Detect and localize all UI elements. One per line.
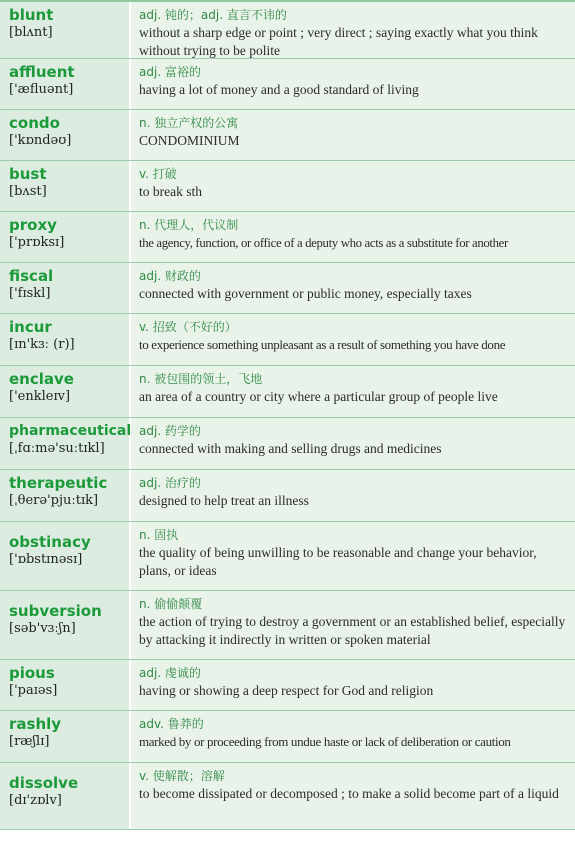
entry-row — [0, 59, 575, 110]
meaning-cell — [131, 711, 575, 762]
word-cell — [0, 212, 131, 262]
meaning-cell — [131, 763, 575, 829]
word: condo — [9, 114, 60, 132]
phonetic: ['paɪəs] — [9, 683, 58, 698]
entry-row — [0, 470, 575, 522]
meaning-cell — [131, 418, 575, 469]
word-cell — [0, 470, 131, 521]
definition: having or showing a deep respect for God and religion — [139, 683, 434, 698]
entry-row — [0, 418, 575, 470]
part-of-speech-chinese: v. 招致（不好的） — [139, 320, 237, 334]
entry-row — [0, 711, 575, 763]
phonetic: [dɪ'zɒlv] — [9, 793, 62, 808]
definition: having a lot of money and a good standard of living — [139, 82, 419, 97]
part-of-speech-chinese: adj. 药学的 — [139, 424, 201, 438]
word-cell — [0, 161, 131, 211]
word-cell — [0, 711, 131, 762]
entry-row — [0, 161, 575, 212]
entry-row — [0, 522, 575, 591]
part-of-speech-chinese: n. 代理人，代议制 — [139, 218, 239, 232]
phonetic: ['fɪskl] — [9, 286, 51, 301]
word: pharmaceutical — [9, 423, 132, 439]
part-of-speech-chinese: n. 被包围的领土，飞地 — [139, 372, 263, 386]
word-cell — [0, 263, 131, 313]
word: subversion — [9, 602, 102, 620]
entry-row — [0, 110, 575, 161]
definition: the action of trying to destroy a government or an established belief, especially by attacking it indirectly in written or spoken material — [139, 614, 566, 647]
entry-row — [0, 314, 575, 366]
definition: connected with government or public money, especially taxes — [139, 286, 472, 301]
word: affluent — [9, 63, 75, 81]
word-cell — [0, 110, 131, 160]
word: proxy — [9, 216, 57, 234]
definition: marked by or proceeding from undue haste or lack of deliberation or caution — [139, 734, 511, 749]
word-cell — [0, 591, 131, 659]
definition: without a sharp edge or point ; very direct ; saying exactly what you think without trying to be polite — [139, 25, 538, 58]
part-of-speech-chinese: adj. 虔诚的 — [139, 666, 201, 680]
phonetic: ['kɒndəʊ] — [9, 133, 72, 148]
phonetic: [ræʃlɪ] — [9, 734, 50, 749]
word-cell — [0, 763, 131, 829]
word-cell — [0, 314, 131, 365]
part-of-speech-chinese: adj. 治疗的 — [139, 476, 201, 490]
phonetic: [ˌθerə'pjuːtɪk] — [9, 493, 99, 508]
word: dissolve — [9, 774, 79, 792]
word: pious — [9, 664, 55, 682]
word-cell — [0, 366, 131, 417]
part-of-speech-chinese: n. 偷偷颠覆 — [139, 597, 203, 611]
part-of-speech-chinese: adj. 富裕的 — [139, 65, 201, 79]
entry-row — [0, 591, 575, 660]
word: blunt — [9, 6, 54, 24]
definition: CONDOMINIUM — [139, 133, 240, 148]
word: incur — [9, 318, 52, 336]
part-of-speech-chinese: v. 使解散；溶解 — [139, 769, 225, 783]
part-of-speech-chinese: adj. 钝的；adj. 直言不讳的 — [139, 8, 287, 22]
meaning-cell — [131, 314, 575, 365]
word-cell — [0, 522, 131, 590]
word-cell — [0, 2, 131, 58]
part-of-speech-chinese: n. 独立产权的公寓 — [139, 116, 239, 130]
entry-row — [0, 2, 575, 59]
phonetic: [səb'vɜːʃn] — [9, 621, 76, 636]
meaning-cell — [131, 110, 575, 160]
meaning-cell — [131, 522, 575, 590]
meaning-cell — [131, 470, 575, 521]
meaning-cell — [131, 161, 575, 211]
word-cell — [0, 59, 131, 109]
meaning-cell — [131, 366, 575, 417]
definition: to become dissipated or decomposed ; to make a solid become part of a liquid — [139, 786, 559, 801]
word: enclave — [9, 370, 74, 388]
entry-row — [0, 212, 575, 263]
part-of-speech-chinese: adv. 鲁莽的 — [139, 717, 204, 731]
meaning-cell — [131, 660, 575, 710]
part-of-speech-chinese: v. 打破 — [139, 167, 177, 181]
entry-row — [0, 763, 575, 830]
phonetic: ['ɒbstɪnəsɪ] — [9, 552, 83, 567]
definition: the quality of being unwilling to be reasonable and change your behavior, plans, or ideas — [139, 545, 537, 578]
phonetic: [blʌnt] — [9, 25, 53, 40]
entry-row — [0, 366, 575, 418]
phonetic: ['prɒksɪ] — [9, 235, 65, 250]
meaning-cell — [131, 263, 575, 313]
phonetic: [ˌfɑːmə'suːtɪkl] — [9, 441, 105, 456]
phonetic: [ɪn'kɜː (r)] — [9, 337, 75, 352]
word: obstinacy — [9, 533, 91, 551]
definition: the agency, function, or office of a deputy who acts as a substitute for another — [139, 236, 508, 250]
definition: connected with making and selling drugs and medicines — [139, 441, 442, 456]
word: fiscal — [9, 267, 54, 285]
word-cell — [0, 418, 131, 469]
word: therapeutic — [9, 474, 108, 492]
meaning-cell — [131, 212, 575, 262]
meaning-cell — [131, 2, 575, 58]
phonetic: [bʌst] — [9, 184, 47, 199]
meaning-cell — [131, 59, 575, 109]
phonetic: ['æfluənt] — [9, 82, 74, 97]
definition: to experience something unpleasant as a result of something you have done — [139, 337, 506, 352]
word-cell — [0, 660, 131, 710]
entry-row — [0, 263, 575, 314]
part-of-speech-chinese: n. 固执 — [139, 528, 179, 542]
word: bust — [9, 165, 47, 183]
definition: an area of a country or city where a particular group of people live — [139, 389, 498, 404]
entry-row — [0, 660, 575, 711]
word: rashly — [9, 715, 62, 733]
phonetic: ['enkleɪv] — [9, 389, 71, 404]
definition: to break sth — [139, 184, 202, 199]
definition: designed to help treat an illness — [139, 493, 309, 508]
meaning-cell — [131, 591, 575, 659]
part-of-speech-chinese: adj. 财政的 — [139, 269, 201, 283]
